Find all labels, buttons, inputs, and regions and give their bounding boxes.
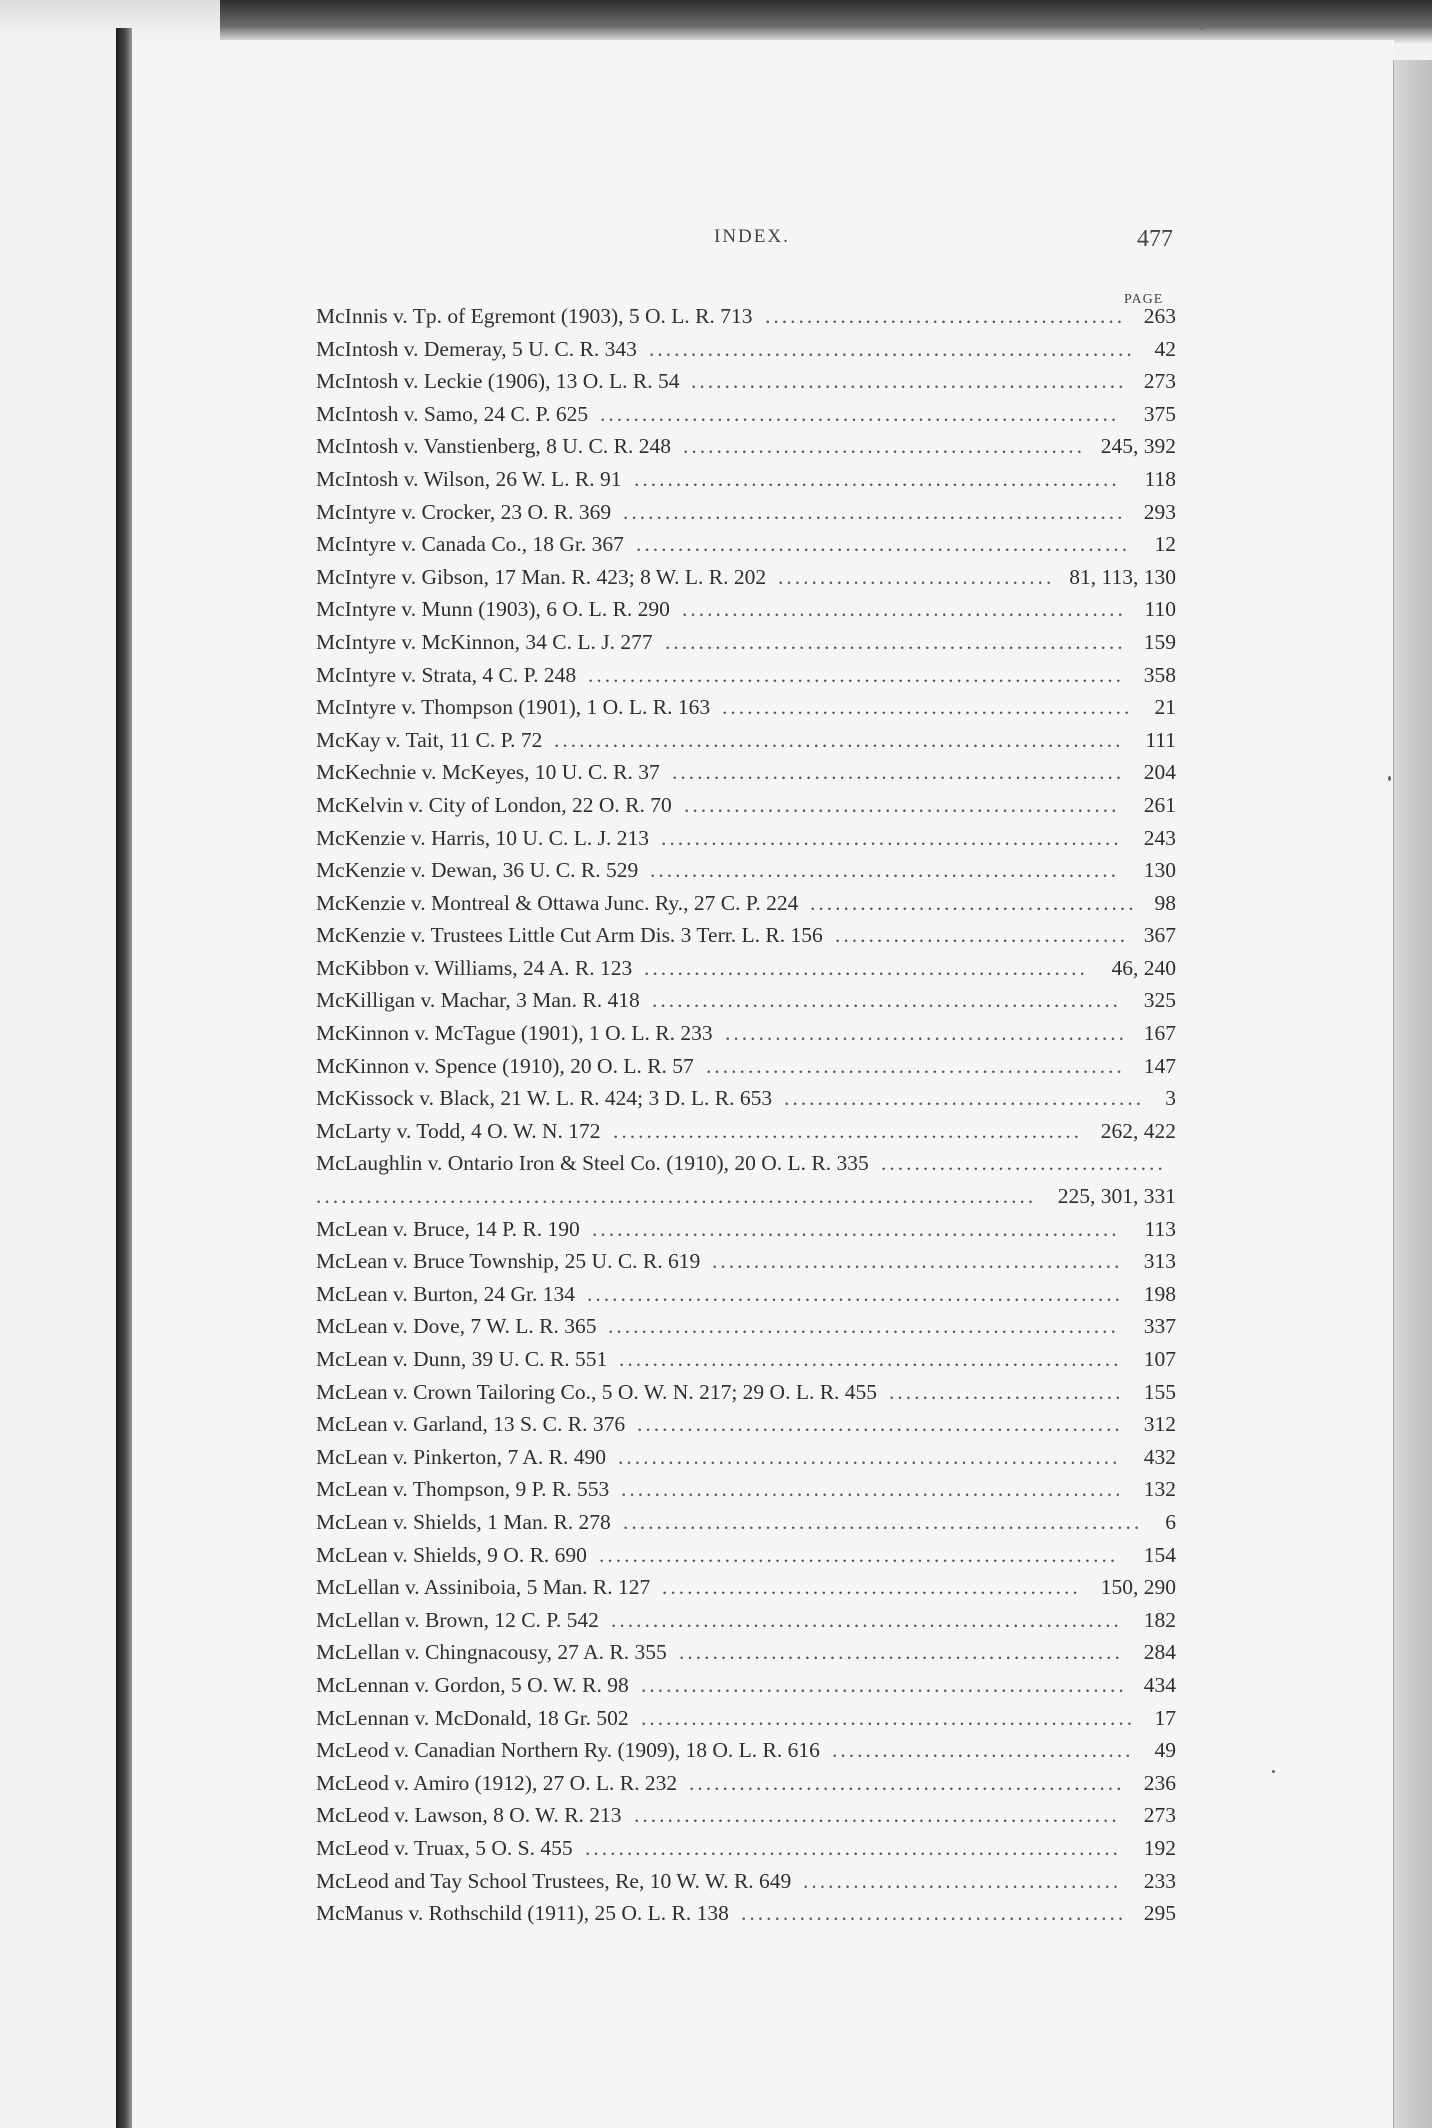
page-references: 49 bbox=[1154, 1738, 1176, 1763]
dot-leader: ................................... bbox=[835, 923, 1129, 948]
page-references: 113 bbox=[1144, 1216, 1176, 1241]
index-entry bbox=[316, 1017, 1176, 1050]
page-references: 159 bbox=[1143, 629, 1176, 654]
page-references: 273 bbox=[1143, 369, 1176, 394]
page-references: 261 bbox=[1143, 792, 1176, 817]
case-citation: McIntosh v. Samo, 24 C. P. 625 bbox=[316, 401, 589, 426]
dot-leader: ........................................... bbox=[784, 1086, 1145, 1111]
dot-leader: ........................................... bbox=[765, 304, 1126, 328]
dot-leader: ................................. bbox=[778, 564, 1055, 589]
index-entry bbox=[316, 756, 1176, 789]
index-entry bbox=[316, 952, 1176, 985]
case-citation: McIntosh v. Leckie (1906), 13 O. L. R. 54 bbox=[316, 369, 680, 394]
page-references: 198 bbox=[1143, 1281, 1176, 1306]
dot-leader: .......................................................... bbox=[641, 1672, 1127, 1697]
case-citation: McKinnon v. Spence (1910), 20 O. L. R. 57 bbox=[316, 1053, 694, 1078]
page-references: 263 bbox=[1143, 304, 1176, 328]
index-entry bbox=[316, 887, 1176, 920]
page-number: 477 bbox=[1137, 226, 1173, 252]
dot-leader: .................................................................... bbox=[554, 727, 1124, 752]
case-citation: McIntosh v. Vanstienberg, 8 U. C. R. 248 bbox=[316, 434, 671, 459]
page-references: 130 bbox=[1143, 858, 1176, 883]
index-entry bbox=[316, 528, 1176, 561]
page-references: 432 bbox=[1143, 1444, 1176, 1469]
case-citation: McLeod and Tay School Trustees, Re, 10 W. W. R. 649 bbox=[316, 1868, 792, 1893]
page-references: 111 bbox=[1145, 727, 1176, 752]
index-entry bbox=[316, 1278, 1176, 1311]
index-entry bbox=[316, 1245, 1176, 1278]
case-citation: McLellan v. Chingnacousy, 27 A. R. 355 bbox=[316, 1640, 667, 1665]
case-citation: McKelvin v. City of London, 22 O. R. 70 bbox=[316, 792, 672, 817]
case-citation: McLellan v. Assiniboia, 5 Man. R. 127 bbox=[316, 1575, 651, 1600]
index-entry bbox=[316, 1897, 1176, 1930]
dot-leader: .................................................... bbox=[689, 1770, 1125, 1795]
index-entry bbox=[316, 854, 1176, 887]
case-citation: McLean v. Garland, 13 S. C. R. 376 bbox=[316, 1412, 626, 1437]
dot-leader: .................................................... bbox=[684, 792, 1120, 817]
page-references: 98 bbox=[1154, 890, 1176, 915]
page-references: 284 bbox=[1143, 1640, 1176, 1665]
index-entry bbox=[316, 822, 1176, 855]
case-citation: McIntyre v. Munn (1903), 6 O. L. R. 290 bbox=[316, 597, 670, 622]
case-citation: McKibbon v. Williams, 24 A. R. 123 bbox=[316, 955, 633, 980]
page-references: 12 bbox=[1154, 532, 1176, 557]
index-entry bbox=[316, 593, 1176, 626]
dot-leader: ............................................................. bbox=[608, 1314, 1119, 1339]
index-entry bbox=[316, 789, 1176, 822]
page-references: 17 bbox=[1154, 1705, 1176, 1730]
index-entry bbox=[316, 659, 1176, 692]
page-references: 21 bbox=[1154, 695, 1176, 720]
index-entry bbox=[316, 1506, 1176, 1539]
dot-leader: ....................................... bbox=[810, 890, 1137, 915]
page-references: 262, 422 bbox=[1100, 1118, 1176, 1143]
index-entry bbox=[316, 1832, 1176, 1865]
page-references: 46, 240 bbox=[1111, 955, 1176, 980]
scan-speck bbox=[1272, 1770, 1275, 1773]
page-references: 434 bbox=[1143, 1672, 1176, 1697]
case-citation: McLarty v. Todd, 4 O. W. N. 172 bbox=[316, 1118, 601, 1143]
running-head: INDEX. bbox=[714, 226, 790, 247]
page-references: 243 bbox=[1143, 825, 1176, 850]
case-citation: McIntyre v. Gibson, 17 Man. R. 423; 8 W. L. R. 202 bbox=[316, 564, 767, 589]
dot-leader: ................................................................ bbox=[588, 662, 1124, 687]
index-entry bbox=[316, 300, 1176, 333]
index-entry bbox=[316, 1213, 1176, 1246]
page-references: 81, 113, 130 bbox=[1069, 564, 1176, 589]
dot-leader: .......................................................... bbox=[637, 1412, 1123, 1437]
page-references: 293 bbox=[1143, 499, 1176, 524]
dot-leader: .............................................................. bbox=[600, 401, 1120, 426]
page-references: 358 bbox=[1143, 662, 1176, 687]
dot-leader: .......................................................... bbox=[649, 336, 1135, 361]
dot-leader: .......................................................... bbox=[634, 466, 1120, 491]
index-entry bbox=[316, 333, 1176, 366]
case-citation: McIntosh v. Wilson, 26 W. L. R. 91 bbox=[316, 466, 622, 491]
case-citation: McIntyre v. Strata, 4 C. P. 248 bbox=[316, 662, 577, 687]
index-entry bbox=[316, 463, 1176, 496]
dot-leader: ................................................ bbox=[683, 434, 1085, 459]
dot-leader: ................................................. bbox=[722, 695, 1133, 720]
dot-leader: ..................................................... bbox=[679, 1640, 1123, 1665]
index-entry bbox=[316, 1539, 1176, 1572]
case-citation: McLean v. Crown Tailoring Co., 5 O. W. N. 217; 29 O. L. R. 455 bbox=[316, 1379, 878, 1404]
page-references: 150, 290 bbox=[1100, 1575, 1176, 1600]
index-entry bbox=[316, 1604, 1176, 1637]
case-citation: McKay v. Tait, 11 C. P. 72 bbox=[316, 727, 543, 752]
case-citation: McLean v. Dove, 7 W. L. R. 365 bbox=[316, 1314, 597, 1339]
case-citation: McLean v. Thompson, 9 P. R. 553 bbox=[316, 1477, 610, 1502]
case-citation: McIntyre v. Crocker, 23 O. R. 369 bbox=[316, 499, 612, 524]
dot-leader: .................................. bbox=[881, 1151, 1166, 1176]
dot-leader: .................................................. bbox=[662, 1575, 1081, 1600]
page-references: 204 bbox=[1143, 760, 1176, 785]
dot-leader: ...................................... bbox=[803, 1868, 1122, 1893]
dot-leader: .................................... bbox=[832, 1738, 1134, 1763]
case-citation: McLean v. Pinkerton, 7 A. R. 490 bbox=[316, 1444, 607, 1469]
index-entry bbox=[316, 984, 1176, 1017]
index-entry bbox=[316, 626, 1176, 659]
dot-leader: .............................................................. bbox=[599, 1542, 1119, 1567]
page-references: 337 bbox=[1143, 1314, 1176, 1339]
case-citation: McLeod v. Lawson, 8 O. W. R. 213 bbox=[316, 1803, 622, 1828]
page-references: 118 bbox=[1144, 466, 1176, 491]
case-citation: McLaughlin v. Ontario Iron & Steel Co. (1910), 20 O. L. R. 335 bbox=[316, 1151, 869, 1176]
dot-leader: ............................................................... bbox=[592, 1216, 1120, 1241]
dot-leader: ..................................................... bbox=[644, 955, 1088, 980]
dot-leader: .................................................. bbox=[706, 1053, 1125, 1078]
index-entry bbox=[316, 1799, 1176, 1832]
index-entry bbox=[316, 1441, 1176, 1474]
case-citation: McLean v. Burton, 24 Gr. 134 bbox=[316, 1281, 575, 1306]
index-entry bbox=[316, 1376, 1176, 1409]
index-entry bbox=[316, 1180, 1176, 1213]
dot-leader: ........................................................... bbox=[636, 532, 1131, 557]
case-citation: McManus v. Rothschild (1911), 25 O. L. R. 138 bbox=[316, 1901, 729, 1926]
page-references: 154 bbox=[1143, 1542, 1176, 1567]
page-references: 42 bbox=[1154, 336, 1176, 361]
index-entry bbox=[316, 1473, 1176, 1506]
case-citation: McLeod v. Canadian Northern Ry. (1909), 18 O. L. R. 616 bbox=[316, 1738, 820, 1763]
dot-leader: .................................................... bbox=[691, 369, 1127, 394]
book-gutter bbox=[116, 28, 132, 2128]
index-entry bbox=[316, 1865, 1176, 1898]
case-citation: McLean v. Shields, 9 O. R. 690 bbox=[316, 1542, 587, 1567]
case-citation: McKissock v. Black, 21 W. L. R. 424; 3 D. L. R. 653 bbox=[316, 1086, 773, 1111]
page-references: 313 bbox=[1143, 1249, 1176, 1274]
dot-leader: ................................................ bbox=[725, 1021, 1127, 1046]
dot-leader: ....................................................... bbox=[661, 825, 1122, 850]
dot-leader: .......................................................... bbox=[634, 1803, 1120, 1828]
dot-leader: .............................................................. bbox=[623, 1509, 1143, 1534]
case-citation: McKechnie v. McKeyes, 10 U. C. R. 37 bbox=[316, 760, 660, 785]
case-citation: McLean v. Bruce Township, 25 U. C. R. 619 bbox=[316, 1249, 701, 1274]
index-entry bbox=[316, 1408, 1176, 1441]
index-entries bbox=[316, 300, 1176, 1930]
index-entry bbox=[316, 1571, 1176, 1604]
page-references: 107 bbox=[1143, 1347, 1176, 1371]
dot-leader: ....................................................... bbox=[665, 629, 1126, 654]
dot-leader: ........................................................ bbox=[650, 858, 1119, 883]
case-citation: McKilligan v. Machar, 3 Man. R. 418 bbox=[316, 988, 640, 1013]
case-citation: McLeod v. Amiro (1912), 27 O. L. R. 232 bbox=[316, 1770, 678, 1795]
index-entry bbox=[316, 1343, 1176, 1376]
case-citation: McLellan v. Brown, 12 C. P. 542 bbox=[316, 1607, 599, 1632]
index-entry bbox=[316, 1669, 1176, 1702]
page-references: 375 bbox=[1143, 401, 1176, 426]
dot-leader: ............................................................ bbox=[621, 1477, 1124, 1502]
page-references: 245, 392 bbox=[1100, 434, 1176, 459]
case-citation: McIntyre v. Thompson (1901), 1 O. L. R. 163 bbox=[316, 695, 711, 720]
page-references: 147 bbox=[1143, 1053, 1176, 1078]
page-references: 6 bbox=[1165, 1509, 1176, 1534]
dot-leader: ............................................................ bbox=[618, 1444, 1121, 1469]
dot-leader: ..................................................... bbox=[682, 597, 1126, 622]
dot-leader: ...................................................................................... bbox=[316, 1184, 1037, 1209]
case-citation: McKenzie v. Trustees Little Cut Arm Dis. 3 Terr. L. R. 156 bbox=[316, 923, 823, 948]
page-references: 273 bbox=[1143, 1803, 1176, 1828]
dot-leader: ...................................................... bbox=[672, 760, 1125, 785]
dot-leader: ................................................................ bbox=[587, 1281, 1123, 1306]
page-stack-edge bbox=[1393, 60, 1432, 2128]
dot-leader: ............................ bbox=[889, 1379, 1124, 1404]
index-entry bbox=[316, 1050, 1176, 1083]
page-references: 225, 301, 331 bbox=[1057, 1184, 1176, 1209]
index-entry bbox=[316, 1767, 1176, 1800]
index-entry bbox=[316, 724, 1176, 757]
scan-speck bbox=[1201, 28, 1203, 30]
dot-leader: ................................................................ bbox=[585, 1835, 1121, 1860]
dot-leader: ............................................................. bbox=[611, 1607, 1122, 1632]
page-references: 155 bbox=[1143, 1379, 1176, 1404]
case-citation: McLean v. Shields, 1 Man. R. 278 bbox=[316, 1509, 611, 1534]
case-citation: McIntosh v. Demeray, 5 U. C. R. 343 bbox=[316, 336, 637, 361]
case-citation: McLennan v. McDonald, 18 Gr. 502 bbox=[316, 1705, 629, 1730]
page-references: 236 bbox=[1143, 1770, 1176, 1795]
index-entry bbox=[316, 561, 1176, 594]
index-entry bbox=[316, 919, 1176, 952]
page-references: 182 bbox=[1143, 1607, 1176, 1632]
index-entry bbox=[316, 1147, 1176, 1180]
case-citation: McInnis v. Tp. of Egremont (1903), 5 O. L. R. 713 bbox=[316, 304, 753, 328]
dot-leader: ........................................................... bbox=[641, 1705, 1136, 1730]
index-entry bbox=[316, 1115, 1176, 1148]
dot-leader: ............................................................ bbox=[623, 499, 1126, 524]
page-references: 325 bbox=[1143, 988, 1176, 1013]
scan-top-margin bbox=[0, 0, 240, 30]
case-citation: McKenzie v. Montreal & Ottawa Junc. Ry., 27 C. P. 224 bbox=[316, 890, 799, 915]
page-references: 192 bbox=[1143, 1835, 1176, 1860]
index-entry bbox=[316, 430, 1176, 463]
case-citation: McLennan v. Gordon, 5 O. W. R. 98 bbox=[316, 1672, 629, 1697]
page-references: 233 bbox=[1143, 1868, 1176, 1893]
index-entry bbox=[316, 1082, 1176, 1115]
case-citation: McKenzie v. Dewan, 36 U. C. R. 529 bbox=[316, 858, 639, 883]
case-citation: McKenzie v. Harris, 10 U. C. L. J. 213 bbox=[316, 825, 649, 850]
page-references: 367 bbox=[1143, 923, 1176, 948]
case-citation: McLean v. Dunn, 39 U. C. R. 551 bbox=[316, 1347, 608, 1371]
index-entry bbox=[316, 1636, 1176, 1669]
index-entry bbox=[316, 496, 1176, 529]
index-entry bbox=[316, 398, 1176, 431]
dot-leader: ........................................................ bbox=[613, 1118, 1082, 1143]
dot-leader: ........................................................ bbox=[652, 988, 1121, 1013]
dot-leader: .............................................. bbox=[741, 1901, 1127, 1926]
case-citation: McIntyre v. McKinnon, 34 C. L. J. 277 bbox=[316, 629, 653, 654]
page-references: 312 bbox=[1143, 1412, 1176, 1437]
index-entry bbox=[316, 1310, 1176, 1343]
facing-page-edge bbox=[0, 40, 117, 2128]
page-column-label: PAGE bbox=[1124, 292, 1164, 307]
index-entry bbox=[316, 1734, 1176, 1767]
index-entry bbox=[316, 1702, 1176, 1735]
page-references: 167 bbox=[1143, 1021, 1176, 1046]
case-citation: McIntyre v. Canada Co., 18 Gr. 367 bbox=[316, 532, 624, 557]
case-citation: McKinnon v. McTague (1901), 1 O. L. R. 233 bbox=[316, 1021, 713, 1046]
scan-speck bbox=[1388, 776, 1391, 781]
page-references: 3 bbox=[1165, 1086, 1176, 1111]
dot-leader: ................................................. bbox=[712, 1249, 1123, 1274]
page-references: 295 bbox=[1143, 1901, 1176, 1926]
dot-leader: ............................................................ bbox=[619, 1347, 1122, 1371]
case-citation: McLean v. Bruce, 14 P. R. 190 bbox=[316, 1216, 580, 1241]
case-citation: McLeod v. Truax, 5 O. S. 455 bbox=[316, 1835, 573, 1860]
scan-top-shadow bbox=[220, 0, 1432, 44]
page-references: 110 bbox=[1144, 597, 1176, 622]
index-entry bbox=[316, 365, 1176, 398]
page-references: 132 bbox=[1143, 1477, 1176, 1502]
index-entry bbox=[316, 691, 1176, 724]
